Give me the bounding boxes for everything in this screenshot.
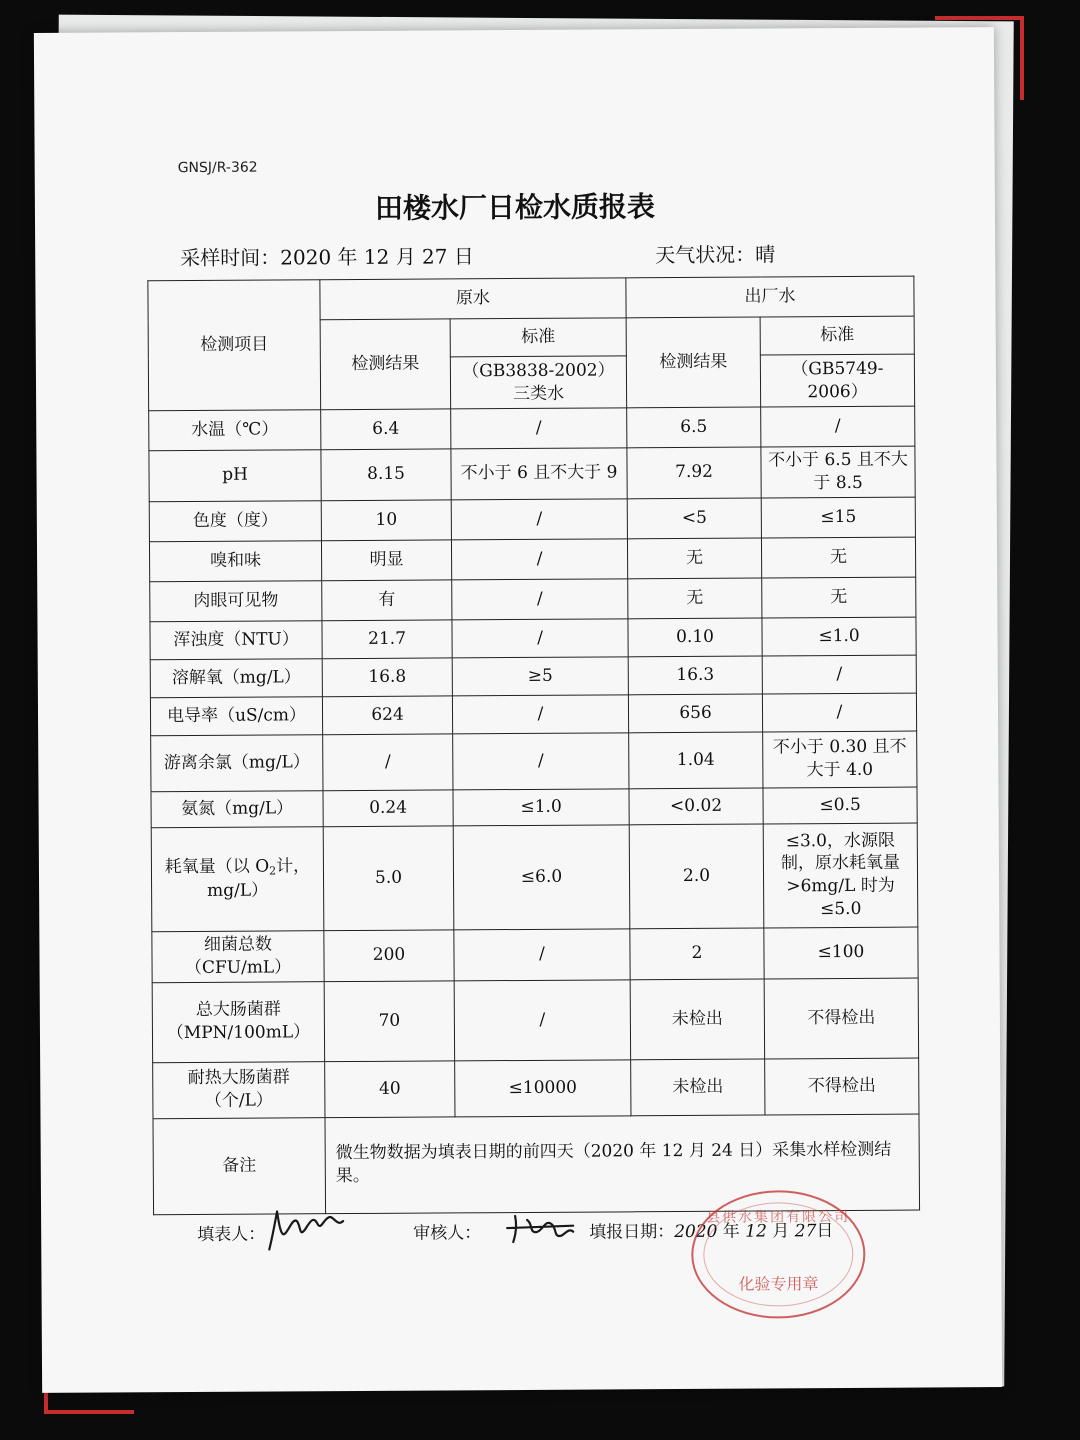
row-finished-result: 6.5 xyxy=(627,407,761,448)
weather-status: 天气状况：晴 xyxy=(655,242,776,268)
report-title: 田楼水厂日检水质报表 xyxy=(374,190,656,225)
row-raw-standard: / xyxy=(452,579,628,620)
row-item: 色度（度） xyxy=(149,501,321,542)
oxygen-item-subscript: 2 xyxy=(269,864,277,878)
row-raw-result: 10 xyxy=(321,500,451,541)
table-row xyxy=(153,1058,919,1119)
row-raw-standard: ≤6.0 xyxy=(453,825,630,930)
header-item: 检测项目 xyxy=(148,280,321,411)
header-finished-water: 出厂水 xyxy=(626,276,914,318)
row-raw-result: 5.0 xyxy=(323,826,454,931)
table-row xyxy=(149,406,915,451)
row-item: 氨氮（mg/L） xyxy=(151,791,323,828)
oxygen-item-pre: 耗氧量（以 O xyxy=(164,856,270,878)
row-finished-result: 7.92 xyxy=(627,447,761,499)
official-seal-stamp xyxy=(691,1190,866,1319)
row-finished-standard: / xyxy=(762,693,916,732)
row-finished-result: 1.04 xyxy=(629,732,763,789)
row-item: 总大肠菌群（MPN/100mL） xyxy=(152,981,324,1062)
filler-signature xyxy=(263,1203,349,1254)
row-finished-standard: ≤0.5 xyxy=(763,787,917,824)
table-row xyxy=(149,497,915,542)
row-finished-result: 656 xyxy=(628,694,762,733)
report-date-label: 填报日期： xyxy=(589,1222,675,1243)
row-item: 嗅和味 xyxy=(149,541,321,582)
table-row xyxy=(151,787,917,828)
row-raw-result: 16.8 xyxy=(322,658,452,697)
row-item: pH xyxy=(149,450,321,502)
raw-standard-code xyxy=(450,356,626,409)
report-date-month-unit: 月 xyxy=(772,1221,790,1242)
row-raw-standard: 不小于 6 且不大于 9 xyxy=(451,448,627,500)
oxygen-item-post: 计，mg/L） xyxy=(207,856,311,901)
row-item: 肉眼可见物 xyxy=(150,581,322,622)
header-row-1 xyxy=(148,276,914,321)
document-code: GNSJ/R-362 xyxy=(177,159,258,177)
row-finished-result: <5 xyxy=(627,498,761,539)
water-quality-table xyxy=(147,276,920,1215)
seal-text: 化验专用章 xyxy=(738,1274,819,1294)
row-finished-result: 2.0 xyxy=(629,824,764,929)
finished-standard-code: （GB5749-2006） xyxy=(760,354,914,407)
row-finished-standard: 不得检出 xyxy=(764,978,918,1059)
row-raw-result: / xyxy=(323,734,453,791)
row-item: 浑浊度（NTU） xyxy=(150,621,322,660)
row-finished-result: 无 xyxy=(628,578,762,619)
reviewer-signature xyxy=(503,1210,577,1246)
filler-label: 填表人： xyxy=(197,1224,266,1245)
raw-standard-class-text: 三类水 xyxy=(513,383,565,404)
row-raw-result: 0.24 xyxy=(323,790,453,827)
table-row xyxy=(150,693,916,736)
row-finished-result: 0.10 xyxy=(628,618,762,657)
row-raw-result: 200 xyxy=(324,930,454,982)
report-date-year: 2020 xyxy=(674,1221,718,1243)
row-item: 溶解氧（mg/L） xyxy=(150,659,322,698)
sampling-time: 采样时间：2020 年 12 月 27 日 xyxy=(180,244,474,271)
report-paper xyxy=(34,27,1002,1393)
row-raw-result: 624 xyxy=(322,696,452,735)
row-raw-standard: / xyxy=(451,539,627,580)
raw-standard-code-text: （GB3838-2002） xyxy=(462,359,615,381)
table-row xyxy=(151,731,917,792)
header-finished-standard: 标准 xyxy=(760,316,914,355)
row-raw-standard: ≤10000 xyxy=(455,1060,631,1117)
table-row xyxy=(150,617,916,660)
row-raw-standard: / xyxy=(451,408,627,449)
row-raw-standard: / xyxy=(454,929,630,981)
row-finished-result: 无 xyxy=(627,538,761,579)
table-row xyxy=(149,537,915,582)
row-raw-result: 6.4 xyxy=(321,409,451,450)
row-raw-result: 21.7 xyxy=(322,620,452,659)
row-raw-standard: / xyxy=(451,499,627,540)
row-raw-result: 70 xyxy=(324,981,454,1062)
row-finished-standard: ≤3.0，水源限制，原水耗氧量>6mg/L 时为≤5.0 xyxy=(763,823,918,928)
header-finished-result: 检测结果 xyxy=(626,317,761,408)
row-finished-standard: 无 xyxy=(761,537,915,578)
row-finished-standard: 无 xyxy=(762,577,916,618)
report-date-day-unit: 日 xyxy=(816,1221,834,1242)
row-item xyxy=(151,827,324,932)
row-finished-standard: 不小于 6.5 且不大于 8.5 xyxy=(761,446,915,498)
row-finished-result: 2 xyxy=(630,928,764,980)
row-finished-standard: / xyxy=(762,655,916,694)
row-item: 电导率（uS/cm） xyxy=(150,697,322,736)
row-finished-standard: 不小于 0.30 且不大于 4.0 xyxy=(763,731,917,788)
row-raw-standard: ≤1.0 xyxy=(453,789,629,826)
row-item: 细菌总数（CFU/mL） xyxy=(152,931,324,983)
row-raw-result: 明显 xyxy=(321,540,451,581)
row-finished-standard: ≤100 xyxy=(764,927,918,979)
report-date-year-unit: 年 xyxy=(722,1221,740,1242)
row-raw-standard: / xyxy=(452,619,628,658)
row-item: 耐热大肠菌群（个/L） xyxy=(153,1061,325,1118)
row-raw-standard: / xyxy=(453,733,629,790)
row-raw-standard: / xyxy=(452,695,628,734)
seal-arc-text: 县供水集团有限公司 xyxy=(706,1208,851,1226)
notes-label: 备注 xyxy=(153,1117,326,1214)
row-item: 游离余氯（mg/L） xyxy=(151,735,323,792)
table-row xyxy=(150,655,916,698)
row-finished-standard: 不得检出 xyxy=(765,1058,919,1115)
row-finished-result: 16.3 xyxy=(628,656,762,695)
row-finished-result: <0.02 xyxy=(629,788,763,825)
row-finished-standard: ≤15 xyxy=(761,497,915,538)
header-raw-result: 检测结果 xyxy=(320,319,451,410)
row-finished-result: 未检出 xyxy=(631,1059,765,1116)
row-finished-standard: / xyxy=(761,406,915,447)
report-date-day: 27 xyxy=(794,1221,817,1242)
table-row xyxy=(150,577,916,622)
notes-text: 微生物数据为填表日期的前四天（2020 年 12 月 24 日）采集水样检测结果。 xyxy=(325,1114,920,1214)
row-raw-result: 有 xyxy=(322,580,452,621)
report-date-month: 12 xyxy=(745,1221,767,1242)
table-row xyxy=(149,446,915,502)
table-row xyxy=(152,927,918,983)
row-finished-result: 未检出 xyxy=(630,979,764,1060)
reviewer-label: 审核人： xyxy=(413,1223,482,1244)
row-item: 水温（℃） xyxy=(149,410,321,451)
row-raw-standard: ≥5 xyxy=(452,657,628,696)
table-row xyxy=(151,823,918,932)
table-row xyxy=(152,978,918,1063)
header-raw-standard: 标准 xyxy=(450,318,626,357)
row-raw-result: 8.15 xyxy=(321,449,451,501)
row-raw-standard: / xyxy=(454,980,630,1061)
row-finished-standard: ≤1.0 xyxy=(762,617,916,656)
row-raw-result: 40 xyxy=(325,1061,455,1118)
header-raw-water: 原水 xyxy=(320,278,626,320)
